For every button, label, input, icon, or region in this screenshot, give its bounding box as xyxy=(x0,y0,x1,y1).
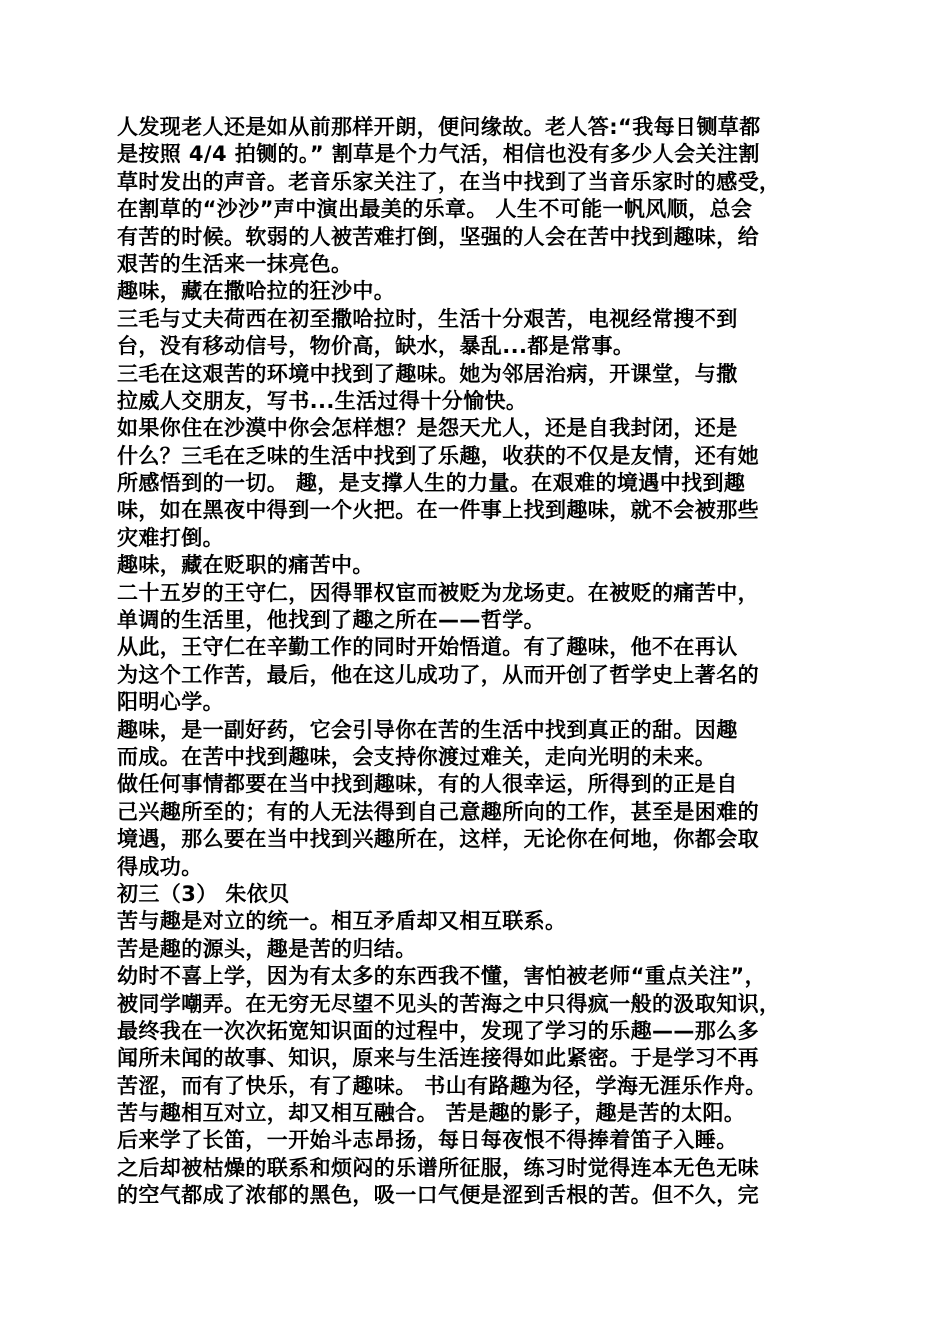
text-line: 在割草的“沙沙”声中演出最美的乐章。 人生不可能一帆风顺，总会 xyxy=(117,197,753,222)
text-line: 从此，王守仁在辛勤工作的同时开始悟道。有了趣味，他不在再认 xyxy=(117,635,738,660)
text-line: 之后却被枯燥的联系和烦闷的乐谱所征服，练习时觉得连本无色无味 xyxy=(117,1155,759,1180)
text-line: 二十五岁的王守仁，因得罪权宦而被贬为龙场吏。在被贬的痛苦中， xyxy=(117,580,759,605)
text-line: 三毛与丈夫荷西在初至撒哈拉时，生活十分艰苦，电视经常搜不到 xyxy=(117,306,738,331)
text-line: 初三（3） 朱依贝 xyxy=(117,881,290,906)
text-line: 趣味，藏在贬职的痛苦中。 xyxy=(117,553,374,578)
text-line: 被同学嘲弄。在无穷无尽望不见头的苦海之中只得疯一般的汲取知识， xyxy=(117,991,781,1016)
text-line: 苦与趣相互对立，却又相互融合。 苦是趣的影子，趣是苦的太阳。 xyxy=(117,1101,746,1126)
text-line: 艰苦的生活来一抹亮色。 xyxy=(117,251,353,276)
text-line: 什么？三毛在乏味的生活中找到了乐趣，收获的不仅是友情，还有她 xyxy=(117,443,759,468)
text-line: 做任何事情都要在当中找到趣味，有的人很幸运，所得到的正是自 xyxy=(117,772,738,797)
text-line: 苦与趣是对立的统一。相互矛盾却又相互联系。 xyxy=(117,909,567,934)
text-line: 境遇，那么要在当中找到兴趣所在，这样，无论你在何地，你都会取 xyxy=(117,827,759,852)
text-line: 闻所未闻的故事、知识，原来与生活连接得如此紧密。于是学习不再 xyxy=(117,1046,759,1071)
text-line: 三毛在这艰苦的环境中找到了趣味。她为邻居治病，开课堂，与撒 xyxy=(117,361,738,386)
text-line: 最终我在一次次拓宽知识面的过程中，发现了学习的乐趣——那么多 xyxy=(117,1018,759,1043)
text-line: 味，如在黑夜中得到一个火把。在一件事上找到趣味，就不会被那些 xyxy=(117,498,759,523)
text-line: 如果你住在沙漠中你会怎样想？是怨天尤人，还是自我封闭，还是 xyxy=(117,416,738,441)
text-line: 有苦的时候。软弱的人被苦难打倒，坚强的人会在苦中找到趣味，给 xyxy=(117,224,759,249)
text-line: 己兴趣所至的；有的人无法得到自己意趣所向的工作，甚至是困难的 xyxy=(117,799,759,824)
text-line: 的空气都成了浓郁的黑色，吸一口气便是涩到舌根的苦。但不久，完 xyxy=(117,1183,759,1208)
text-line: 趣味，藏在撒哈拉的狂沙中。 xyxy=(117,279,396,304)
text-line: 为这个工作苦，最后，他在这儿成功了，从而开创了哲学史上著名的 xyxy=(117,662,759,687)
text-line: 苦是趣的源头，趣是苦的归结。 xyxy=(117,936,417,961)
text-line: 所感悟到的一切。 趣，是支撑人生的力量。在艰难的境遇中找到趣 xyxy=(117,471,746,496)
text-line: 人发现老人还是如从前那样开朗，便问缘故。老人答:“我每日铡草都 xyxy=(117,115,761,139)
text-line: 后来学了长笛，一开始斗志昂扬，每日每夜恨不得捧着笛子入睡。 xyxy=(117,1128,738,1153)
text-line: 阳明心学。 xyxy=(117,690,224,715)
text-line: 是按照 4/4 拍铡的。” 割草是个力气活，相信也没有多少人会关注割 xyxy=(117,142,760,167)
text-line: 草时发出的声音。老音乐家关注了，在当中找到了当音乐家时的感受， xyxy=(117,169,781,194)
essay-text xyxy=(117,114,847,1210)
text-line: 苦涩，而有了快乐，有了趣味。 书山有路趣为径，学海无涯乐作舟。 xyxy=(117,1073,767,1098)
text-line: 而成。在苦中找到趣味，会支持你渡过难关，走向光明的未来。 xyxy=(117,744,717,769)
text-line: 拉威人交朋友，写书...生活过得十分愉快。 xyxy=(117,388,528,413)
text-line: 单调的生活里，他找到了趣之所在——哲学。 xyxy=(117,608,545,633)
text-line: 台，没有移动信号，物价高，缺水，暴乱...都是常事。 xyxy=(117,334,635,359)
text-line: 灾难打倒。 xyxy=(117,525,224,550)
text-line: 得成功。 xyxy=(117,854,203,879)
text-line: 趣味，是一副好药，它会引导你在苦的生活中找到真正的甜。因趣 xyxy=(117,717,738,742)
text-line: 幼时不喜上学，因为有太多的东西我不懂，害怕被老师“重点关注”， xyxy=(117,964,767,989)
